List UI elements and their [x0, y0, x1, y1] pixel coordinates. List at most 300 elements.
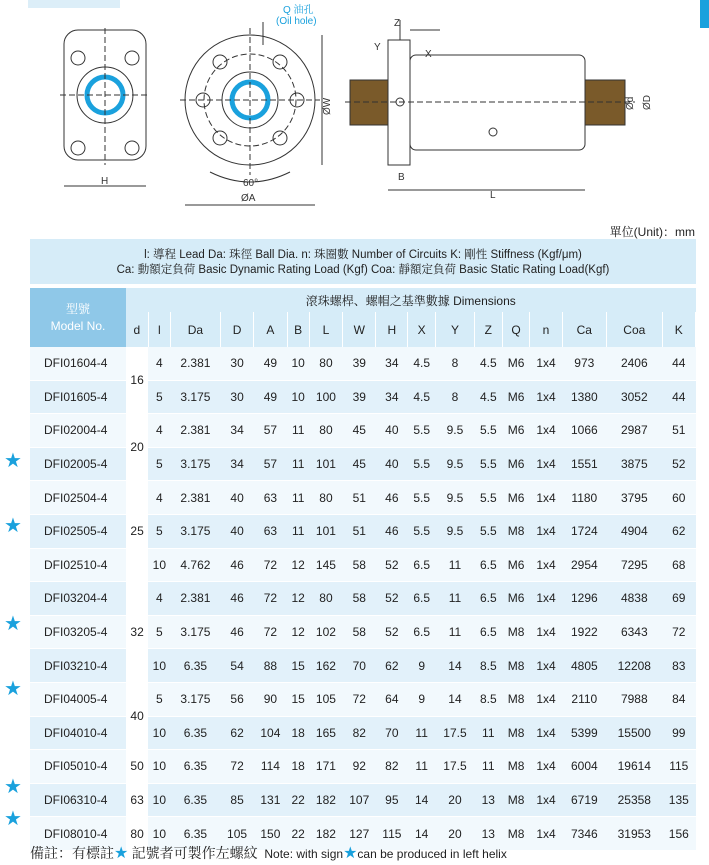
footnote-en-prefix: Note: with sign: [264, 847, 344, 861]
value-cell: 22: [287, 783, 309, 817]
value-cell: 51: [343, 514, 376, 548]
value-cell: 7295: [607, 548, 663, 582]
value-cell: 51: [343, 481, 376, 515]
value-cell: 1x4: [530, 347, 562, 380]
model-cell: DFI05010-4: [30, 750, 126, 784]
value-cell: 57: [254, 447, 287, 481]
value-cell: 5.5: [474, 447, 502, 481]
value-cell: 45: [343, 447, 376, 481]
value-cell: 6004: [562, 750, 606, 784]
value-cell: 80: [309, 414, 342, 448]
value-cell: 1380: [562, 380, 606, 414]
value-cell: 5.5: [408, 481, 436, 515]
value-cell: M6: [502, 548, 530, 582]
value-cell: 80: [309, 481, 342, 515]
value-cell: 95: [376, 783, 408, 817]
value-cell: 9.5: [436, 414, 475, 448]
value-cell: 5.5: [474, 481, 502, 515]
table-row: [30, 783, 696, 817]
value-cell: M8: [502, 750, 530, 784]
value-cell: 4: [148, 582, 170, 616]
value-cell: M6: [502, 414, 530, 448]
value-cell: 10: [148, 750, 170, 784]
column-header: n: [530, 312, 562, 347]
value-cell: M8: [502, 817, 530, 851]
legend-box: [30, 239, 696, 285]
value-cell: 5.5: [408, 514, 436, 548]
value-cell: 3.175: [170, 682, 220, 716]
model-header-zh: 型號: [65, 301, 90, 316]
value-cell: 85: [220, 783, 253, 817]
value-cell: 13: [474, 783, 502, 817]
value-cell: 5: [148, 682, 170, 716]
column-header: Z: [474, 312, 502, 347]
value-cell: M8: [502, 716, 530, 750]
value-cell: 39: [343, 380, 376, 414]
diameter-cell: 40: [126, 682, 148, 749]
value-cell: 145: [309, 548, 342, 582]
value-cell: M8: [502, 615, 530, 649]
diameter-cell: 25: [126, 481, 148, 582]
diameter-cell: 50: [126, 750, 148, 784]
value-cell: 4.762: [170, 548, 220, 582]
value-cell: 10: [148, 817, 170, 851]
value-cell: 6.5: [408, 615, 436, 649]
value-cell: M6: [502, 380, 530, 414]
value-cell: 45: [343, 414, 376, 448]
value-cell: 11: [287, 447, 309, 481]
value-cell: 115: [376, 817, 408, 851]
value-cell: 58: [343, 615, 376, 649]
value-cell: 51: [662, 414, 695, 448]
value-cell: 5: [148, 514, 170, 548]
value-cell: 4838: [607, 582, 663, 616]
model-cell: DFI04005-4: [30, 682, 126, 716]
value-cell: 46: [376, 481, 408, 515]
value-cell: 14: [408, 817, 436, 851]
value-cell: 9.5: [436, 481, 475, 515]
label-oil-hole: Q 油孔: [283, 5, 314, 16]
value-cell: 11: [408, 750, 436, 784]
value-cell: 10: [148, 548, 170, 582]
value-cell: 2954: [562, 548, 606, 582]
value-cell: 84: [662, 682, 695, 716]
value-cell: 6.35: [170, 649, 220, 683]
value-cell: 72: [220, 750, 253, 784]
value-cell: 1724: [562, 514, 606, 548]
value-cell: 56: [220, 682, 253, 716]
value-cell: 80: [309, 582, 342, 616]
value-cell: 6.35: [170, 817, 220, 851]
value-cell: 46: [220, 548, 253, 582]
value-cell: 4: [148, 481, 170, 515]
column-header: d: [126, 312, 148, 347]
value-cell: 1551: [562, 447, 606, 481]
value-cell: 92: [343, 750, 376, 784]
value-cell: 5: [148, 615, 170, 649]
value-cell: 6.35: [170, 783, 220, 817]
value-cell: 9: [408, 649, 436, 683]
model-cell: DFI02004-4: [30, 414, 126, 448]
value-cell: 114: [254, 750, 287, 784]
column-header: A: [254, 312, 287, 347]
value-cell: 1x4: [530, 716, 562, 750]
star-icon: ★: [4, 775, 22, 798]
label-angle: 60°: [243, 178, 259, 189]
value-cell: 64: [376, 682, 408, 716]
footnote-zh-prefix: 備註：有標註: [30, 845, 114, 861]
value-cell: 46: [376, 514, 408, 548]
value-cell: 2.381: [170, 582, 220, 616]
label-L: L: [490, 190, 496, 201]
value-cell: 6.5: [474, 615, 502, 649]
model-cell: DFI02505-4: [30, 514, 126, 548]
value-cell: 57: [254, 414, 287, 448]
value-cell: 63: [254, 514, 287, 548]
value-cell: 15500: [607, 716, 663, 750]
value-cell: 100: [309, 380, 342, 414]
value-cell: 11: [287, 414, 309, 448]
value-cell: 7346: [562, 817, 606, 851]
value-cell: 4.5: [408, 380, 436, 414]
value-cell: 69: [662, 582, 695, 616]
value-cell: M6: [502, 347, 530, 380]
column-header: X: [408, 312, 436, 347]
value-cell: 1x4: [530, 682, 562, 716]
value-cell: 46: [220, 582, 253, 616]
value-cell: 115: [662, 750, 695, 784]
star-icon: ★: [114, 845, 129, 862]
value-cell: M8: [502, 514, 530, 548]
value-cell: 20: [436, 783, 475, 817]
value-cell: 10: [148, 649, 170, 683]
footnote: [30, 843, 507, 863]
value-cell: 11: [436, 582, 475, 616]
value-cell: 6.35: [170, 750, 220, 784]
value-cell: 162: [309, 649, 342, 683]
value-cell: 70: [343, 649, 376, 683]
spec-table: [30, 288, 696, 851]
value-cell: 68: [662, 548, 695, 582]
value-cell: 18: [287, 750, 309, 784]
value-cell: 1x4: [530, 817, 562, 851]
value-cell: 14: [408, 783, 436, 817]
value-cell: 10: [148, 783, 170, 817]
column-header: Y: [436, 312, 475, 347]
table-row: [30, 582, 696, 616]
star-icon: ★: [4, 515, 22, 537]
value-cell: 1066: [562, 414, 606, 448]
value-cell: 182: [309, 817, 342, 851]
value-cell: 44: [662, 347, 695, 380]
column-header: l: [148, 312, 170, 347]
value-cell: 5399: [562, 716, 606, 750]
front-view-flange: [60, 28, 150, 186]
model-cell: DFI01605-4: [30, 380, 126, 414]
value-cell: 4.5: [474, 380, 502, 414]
footnote-zh-suffix: 記號者可製作左螺紋: [131, 845, 258, 861]
value-cell: 40: [220, 514, 253, 548]
value-cell: 31953: [607, 817, 663, 851]
value-cell: 4.5: [408, 347, 436, 380]
value-cell: 30: [220, 380, 253, 414]
value-cell: 62: [376, 649, 408, 683]
value-cell: 182: [309, 783, 342, 817]
value-cell: 150: [254, 817, 287, 851]
value-cell: 131: [254, 783, 287, 817]
value-cell: 22: [287, 817, 309, 851]
value-cell: 13: [474, 817, 502, 851]
value-cell: 9: [408, 682, 436, 716]
value-cell: 3875: [607, 447, 663, 481]
star-icon: ★: [4, 612, 22, 635]
value-cell: 156: [662, 817, 695, 851]
value-cell: 107: [343, 783, 376, 817]
value-cell: 12: [287, 548, 309, 582]
model-cell: DFI06310-4: [30, 783, 126, 817]
value-cell: 1x4: [530, 750, 562, 784]
label-H: H: [101, 176, 109, 187]
value-cell: 3052: [607, 380, 663, 414]
value-cell: 14: [436, 649, 475, 683]
value-cell: 12: [287, 615, 309, 649]
diameter-cell: 16: [126, 347, 148, 414]
value-cell: 135: [662, 783, 695, 817]
value-cell: 1x4: [530, 447, 562, 481]
value-cell: 39: [343, 347, 376, 380]
value-cell: 72: [343, 682, 376, 716]
label-Y: Y: [374, 42, 381, 53]
value-cell: 90: [254, 682, 287, 716]
value-cell: 6.5: [408, 548, 436, 582]
value-cell: 8.5: [474, 682, 502, 716]
value-cell: 10: [287, 347, 309, 380]
value-cell: M6: [502, 481, 530, 515]
value-cell: 3795: [607, 481, 663, 515]
model-cell: DFI08010-4: [30, 817, 126, 851]
unit-label: 單位(Unit)：mm: [609, 225, 695, 239]
model-cell: DFI01604-4: [30, 347, 126, 380]
value-cell: 4: [148, 414, 170, 448]
value-cell: 11: [408, 716, 436, 750]
value-cell: 2.381: [170, 481, 220, 515]
value-cell: M8: [502, 682, 530, 716]
value-cell: 6719: [562, 783, 606, 817]
value-cell: 17.5: [436, 750, 475, 784]
value-cell: 3.175: [170, 514, 220, 548]
value-cell: 1x4: [530, 615, 562, 649]
value-cell: 72: [254, 615, 287, 649]
model-cell: DFI03210-4: [30, 649, 126, 683]
diameter-cell: 80: [126, 817, 148, 851]
value-cell: 8: [436, 380, 475, 414]
value-cell: 6343: [607, 615, 663, 649]
column-header: D: [220, 312, 253, 347]
label-W: ØW: [322, 97, 333, 115]
value-cell: 46: [220, 615, 253, 649]
value-cell: 52: [662, 447, 695, 481]
value-cell: 52: [376, 615, 408, 649]
value-cell: 40: [220, 481, 253, 515]
model-cell: DFI02504-4: [30, 481, 126, 515]
column-header: Q: [502, 312, 530, 347]
value-cell: 99: [662, 716, 695, 750]
model-cell: DFI02005-4: [30, 447, 126, 481]
column-header: Ca: [562, 312, 606, 347]
diameter-cell: 32: [126, 582, 148, 683]
value-cell: 62: [662, 514, 695, 548]
value-cell: 3.175: [170, 615, 220, 649]
value-cell: 82: [343, 716, 376, 750]
value-cell: 34: [220, 447, 253, 481]
value-cell: 72: [254, 582, 287, 616]
model-header-en: Model No.: [50, 318, 106, 333]
value-cell: 4805: [562, 649, 606, 683]
value-cell: 5: [148, 447, 170, 481]
column-header: Da: [170, 312, 220, 347]
value-cell: 3.175: [170, 447, 220, 481]
value-cell: M8: [502, 649, 530, 683]
column-header: B: [287, 312, 309, 347]
model-cell: DFI04010-4: [30, 716, 126, 750]
value-cell: 15: [287, 649, 309, 683]
value-cell: 12208: [607, 649, 663, 683]
value-cell: 2.381: [170, 347, 220, 380]
value-cell: 101: [309, 447, 342, 481]
value-cell: 14: [436, 682, 475, 716]
value-cell: 2.381: [170, 414, 220, 448]
dimensions-header: 滾珠螺桿、螺帽之基準數據 Dimensions: [126, 288, 696, 312]
value-cell: 40: [376, 447, 408, 481]
table-row: [30, 750, 696, 784]
star-icon: ★: [4, 678, 22, 700]
value-cell: 105: [309, 682, 342, 716]
value-cell: 44: [662, 380, 695, 414]
value-cell: 171: [309, 750, 342, 784]
value-cell: 11: [436, 615, 475, 649]
value-cell: 20: [436, 817, 475, 851]
value-cell: 3.175: [170, 380, 220, 414]
value-cell: 11: [474, 716, 502, 750]
value-cell: 34: [376, 380, 408, 414]
column-header: W: [343, 312, 376, 347]
value-cell: 127: [343, 817, 376, 851]
value-cell: 9.5: [436, 447, 475, 481]
value-cell: 80: [309, 347, 342, 380]
value-cell: 105: [220, 817, 253, 851]
value-cell: 52: [376, 582, 408, 616]
table-row: [30, 682, 696, 716]
label-A: ØA: [241, 193, 256, 204]
value-cell: 8: [436, 347, 475, 380]
value-cell: 4.5: [474, 347, 502, 380]
column-header: H: [376, 312, 408, 347]
value-cell: 58: [343, 582, 376, 616]
star-icon: ★: [343, 845, 358, 862]
value-cell: 11: [436, 548, 475, 582]
value-cell: 1x4: [530, 548, 562, 582]
model-header: [30, 288, 126, 347]
value-cell: 15: [287, 682, 309, 716]
value-cell: 973: [562, 347, 606, 380]
value-cell: 62: [220, 716, 253, 750]
value-cell: 72: [254, 548, 287, 582]
legend-line-1: l: 導程 Lead Da: 珠徑 Ball Dia. n: 珠圈數 Number of Circuits K: 剛性 Stiffness (Kgf/μm): [144, 249, 582, 261]
value-cell: 1922: [562, 615, 606, 649]
value-cell: 5.5: [474, 514, 502, 548]
value-cell: 6.5: [474, 548, 502, 582]
value-cell: 5: [148, 380, 170, 414]
value-cell: 2110: [562, 682, 606, 716]
value-cell: 165: [309, 716, 342, 750]
value-cell: 7988: [607, 682, 663, 716]
value-cell: 5.5: [408, 414, 436, 448]
value-cell: 40: [376, 414, 408, 448]
label-B: B: [398, 172, 405, 183]
value-cell: 30: [220, 347, 253, 380]
value-cell: 5.5: [408, 447, 436, 481]
column-header: L: [309, 312, 342, 347]
value-cell: 58: [343, 548, 376, 582]
value-cell: 25358: [607, 783, 663, 817]
value-cell: 6.5: [408, 582, 436, 616]
star-icon: ★: [4, 808, 22, 831]
column-header: Coa: [607, 312, 663, 347]
value-cell: 17.5: [436, 716, 475, 750]
table-row: [30, 481, 696, 515]
value-cell: M6: [502, 582, 530, 616]
value-cell: 72: [662, 615, 695, 649]
value-cell: 6.5: [474, 582, 502, 616]
table-body: [30, 347, 696, 850]
value-cell: 2406: [607, 347, 663, 380]
value-cell: 1x4: [530, 783, 562, 817]
value-cell: 1x4: [530, 582, 562, 616]
label-oil-hole-en: (Oil hole): [276, 16, 317, 27]
label-Z: Z: [394, 18, 401, 29]
value-cell: 1x4: [530, 649, 562, 683]
value-cell: 1x4: [530, 414, 562, 448]
label-d: Ød: [625, 96, 636, 110]
table-row: [30, 414, 696, 448]
value-cell: 60: [662, 481, 695, 515]
diameter-cell: 20: [126, 414, 148, 481]
value-cell: 11: [287, 514, 309, 548]
value-cell: 5.5: [474, 414, 502, 448]
value-cell: 1180: [562, 481, 606, 515]
value-cell: 11: [474, 750, 502, 784]
footnote-en-suffix: can be produced in left helix: [357, 847, 507, 861]
label-D: ØD: [642, 95, 653, 110]
label-X: X: [425, 49, 432, 60]
value-cell: 1296: [562, 582, 606, 616]
value-cell: 6.35: [170, 716, 220, 750]
value-cell: 49: [254, 347, 287, 380]
value-cell: 11: [287, 481, 309, 515]
value-cell: 1x4: [530, 481, 562, 515]
value-cell: 4: [148, 347, 170, 380]
diameter-cell: 63: [126, 783, 148, 817]
value-cell: 88: [254, 649, 287, 683]
value-cell: 4904: [607, 514, 663, 548]
column-headers: [30, 312, 696, 347]
value-cell: 82: [376, 750, 408, 784]
value-cell: 8.5: [474, 649, 502, 683]
value-cell: 70: [376, 716, 408, 750]
column-header: K: [662, 312, 695, 347]
model-cell: DFI02510-4: [30, 548, 126, 582]
star-icon: ★: [4, 449, 22, 472]
